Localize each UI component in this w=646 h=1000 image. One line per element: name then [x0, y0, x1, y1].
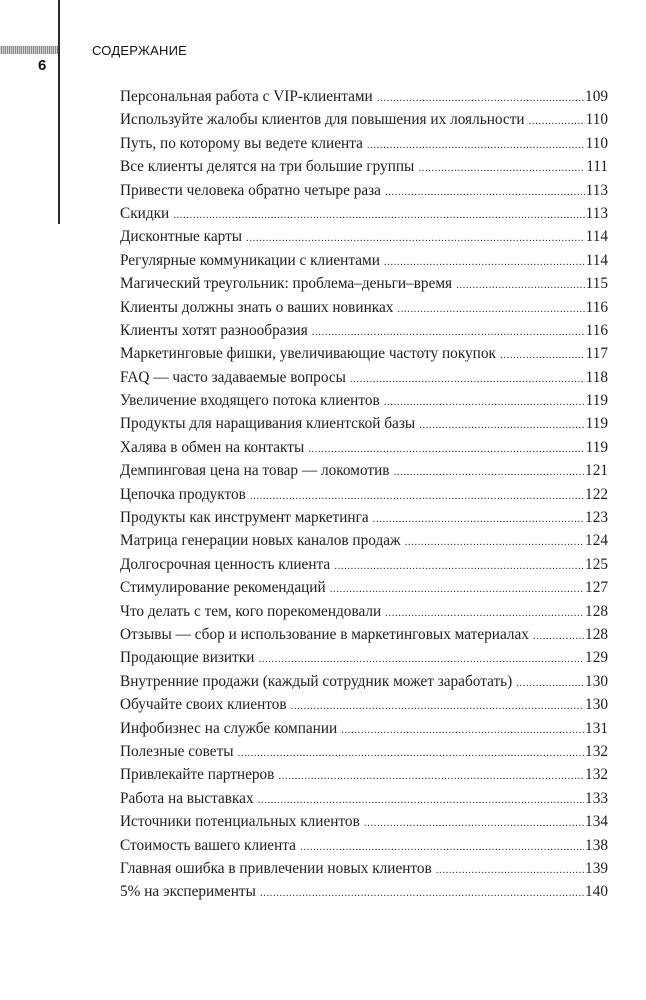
- toc-leader-dots: [258, 790, 584, 808]
- toc-entry-page: 130: [585, 672, 608, 690]
- page-number: 6: [38, 57, 47, 74]
- toc-entry-page: 131: [585, 719, 608, 737]
- toc-entry-page: 119: [585, 392, 608, 410]
- toc-entry: [120, 579, 608, 602]
- toc-leader-dots: [341, 720, 584, 738]
- toc-entry-title: Полезные советы: [120, 742, 234, 760]
- toc-entry: [120, 837, 608, 860]
- toc-entry-title: Демпинговая цена на товар — локомотив: [120, 462, 390, 480]
- toc-entry-title: Магический треугольник: проблема–деньги–время: [120, 275, 453, 293]
- toc-entry-page: 139: [585, 859, 608, 877]
- toc-entry-page: 122: [585, 485, 608, 503]
- toc-leader-dots: [394, 462, 585, 480]
- toc-entry: [120, 556, 608, 579]
- toc-entry-title: Инфобизнес на службе компании: [120, 719, 338, 737]
- toc-entry-title: Работа на выставках: [120, 789, 254, 807]
- toc-entry-title: Продукты для наращивания клиентской базы: [120, 415, 416, 433]
- toc-entry: [120, 883, 608, 906]
- toc-entry-title: Привлекайте партнеров: [120, 766, 275, 784]
- toc-leader-dots: [258, 649, 584, 667]
- toc-entry-page: 132: [585, 766, 608, 784]
- toc-entry-page: 134: [585, 813, 608, 831]
- toc-entry-page: 117: [585, 345, 608, 363]
- toc-entry-page: 119: [585, 438, 608, 456]
- toc-entry-page: 110: [585, 134, 608, 152]
- toc-entry-page: 114: [585, 228, 608, 246]
- toc-entry: [120, 228, 608, 251]
- toc-entry-title: Стоимость вашего клиента: [120, 836, 296, 854]
- toc-leader-dots: [278, 766, 584, 784]
- toc-entry: [120, 88, 608, 111]
- toc-entry-title: Внутренние продажи (каждый сотрудник может заработать): [120, 672, 513, 690]
- toc-entry-page: 121: [585, 462, 608, 480]
- toc-leader-dots: [367, 135, 585, 153]
- toc-entry-title: Матрица генерации новых каналов продаж: [120, 532, 401, 550]
- toc-entry: [120, 486, 608, 509]
- toc-entry-title: Цепочка продуктов: [120, 485, 246, 503]
- toc-entry-page: 113: [585, 204, 608, 222]
- toc-entry: [120, 182, 608, 205]
- toc-entry: [120, 743, 608, 766]
- toc-entry-title: Все клиенты делятся на три большие группы: [120, 158, 415, 176]
- toc-entry-page: 113: [585, 181, 608, 199]
- toc-entry-title: Источники потенциальных клиентов: [120, 813, 360, 831]
- toc-entry-page: 118: [585, 368, 608, 386]
- toc-leader-dots: [418, 158, 585, 176]
- toc-leader-dots: [384, 392, 585, 410]
- toc-entry-page: 132: [585, 742, 608, 760]
- toc-leader-dots: [397, 299, 584, 317]
- header-bar: [0, 46, 58, 54]
- toc-leader-dots: [436, 860, 584, 878]
- toc-entry-title: Дисконтные карты: [120, 228, 243, 246]
- toc-entry-title: Продающие визитки: [120, 649, 255, 667]
- toc-entry-page: 133: [585, 789, 608, 807]
- toc-entry-title: Регулярные коммуникации с клиентами: [120, 251, 380, 269]
- toc-entry: [120, 790, 608, 813]
- toc-leader-dots: [308, 439, 584, 457]
- toc-leader-dots: [334, 556, 584, 574]
- toc-entry: [120, 462, 608, 485]
- toc-entry-page: 110: [585, 111, 608, 129]
- toc-leader-dots: [516, 673, 584, 691]
- toc-leader-dots: [529, 111, 585, 129]
- toc-leader-dots: [350, 369, 585, 387]
- toc-entry: [120, 860, 608, 883]
- toc-entry-page: 128: [585, 625, 608, 643]
- toc-entry: [120, 439, 608, 462]
- toc-entry-page: 127: [585, 579, 608, 597]
- toc-entry-title: Увеличение входящего потока клиентов: [120, 392, 380, 410]
- toc-entry: [120, 509, 608, 532]
- toc-leader-dots: [260, 883, 584, 901]
- toc-entry-page: 138: [585, 836, 608, 854]
- toc-entry-title: Используйте жалобы клиентов для повышения их лояльности: [120, 111, 525, 129]
- toc-leader-dots: [405, 532, 584, 550]
- toc-entry-title: Обучайте своих клиентов: [120, 696, 287, 714]
- toc-entry-page: 125: [585, 555, 608, 573]
- toc-entry-title: Долгосрочная ценность клиента: [120, 555, 331, 573]
- toc-entry: [120, 532, 608, 555]
- toc-leader-dots: [312, 322, 585, 340]
- toc-entry-title: Продукты как инструмент маркетинга: [120, 509, 369, 527]
- toc-leader-dots: [291, 696, 584, 714]
- toc-entry-title: Персональная работа с VIP-клиентами: [120, 88, 373, 105]
- toc-leader-dots: [246, 228, 585, 246]
- toc-entry-page: 109: [585, 88, 608, 105]
- toc-leader-dots: [385, 182, 585, 200]
- toc-entry-page: 129: [585, 649, 608, 667]
- toc-entry: [120, 275, 608, 298]
- toc-entry: [120, 720, 608, 743]
- toc-entry-page: 140: [585, 883, 608, 901]
- toc-entry-title: Клиенты должны знать о ваших новинках: [120, 298, 394, 316]
- toc-entry-page: 119: [585, 415, 608, 433]
- toc-entry-title: Отзывы — сбор и использование в маркетинговых материалах: [120, 625, 529, 643]
- toc-leader-dots: [238, 743, 585, 761]
- toc-entry-title: Привести человека обратно четыре раза: [120, 181, 381, 199]
- toc-entry: [120, 158, 608, 181]
- toc-entry-page: 116: [585, 298, 608, 316]
- toc-entry-page: 128: [585, 602, 608, 620]
- toc-leader-dots: [385, 603, 584, 621]
- toc-entry: [120, 392, 608, 415]
- toc-leader-dots: [330, 579, 584, 597]
- toc-leader-dots: [373, 509, 584, 527]
- toc-entry: [120, 345, 608, 368]
- toc-entry: [120, 649, 608, 672]
- toc-entry-page: 123: [585, 509, 608, 527]
- toc-entry: [120, 766, 608, 789]
- toc-entry-title: Что делать с тем, кого порекомендовали: [120, 602, 382, 620]
- table-of-contents: [120, 88, 608, 907]
- toc-entry: [120, 111, 608, 134]
- toc-entry-page: 114: [585, 251, 608, 269]
- toc-entry-page: 130: [585, 696, 608, 714]
- toc-leader-dots: [377, 88, 584, 106]
- toc-leader-dots: [419, 415, 584, 433]
- toc-entry: [120, 415, 608, 438]
- toc-entry-title: Маркетинговые фишки, увеличивающие частоту покупок: [120, 345, 496, 363]
- toc-entry: [120, 673, 608, 696]
- toc-leader-dots: [250, 486, 584, 504]
- toc-leader-dots: [364, 813, 584, 831]
- toc-entry: [120, 205, 608, 228]
- toc-entry-page: 116: [585, 321, 608, 339]
- toc-entry: [120, 322, 608, 345]
- toc-entry-title: 5% на эксперименты: [120, 883, 256, 901]
- toc-entry-page: 111: [586, 158, 608, 176]
- toc-leader-dots: [173, 205, 584, 223]
- toc-entry: [120, 626, 608, 649]
- toc-entry-title: Путь, по которому вы ведете клиента: [120, 134, 363, 152]
- toc-entry-title: Главная ошибка в привлечении новых клиентов: [120, 859, 432, 877]
- toc-entry: [120, 135, 608, 158]
- toc-entry-title: Стимулирование рекомендаций: [120, 579, 326, 597]
- toc-leader-dots: [384, 252, 585, 270]
- toc-leader-dots: [456, 275, 585, 293]
- toc-leader-dots: [533, 626, 584, 644]
- toc-entry: [120, 603, 608, 626]
- toc-entry: [120, 369, 608, 392]
- margin-rule: [58, 0, 60, 224]
- toc-entry-title: FAQ — часто задаваемые вопросы: [120, 368, 346, 386]
- toc-entry-title: Халява в обмен на контакты: [120, 438, 305, 456]
- toc-leader-dots: [300, 837, 584, 855]
- toc-entry: [120, 696, 608, 719]
- toc-entry: [120, 299, 608, 322]
- toc-entry-page: 124: [585, 532, 608, 550]
- toc-entry-title: Клиенты хотят разнообразия: [120, 321, 308, 339]
- running-header: СОДЕРЖАНИЕ: [92, 43, 188, 58]
- toc-entry: [120, 813, 608, 836]
- toc-entry-page: 115: [585, 275, 608, 293]
- toc-leader-dots: [500, 345, 585, 363]
- toc-entry-title: Скидки: [120, 204, 170, 222]
- toc-entry: [120, 252, 608, 275]
